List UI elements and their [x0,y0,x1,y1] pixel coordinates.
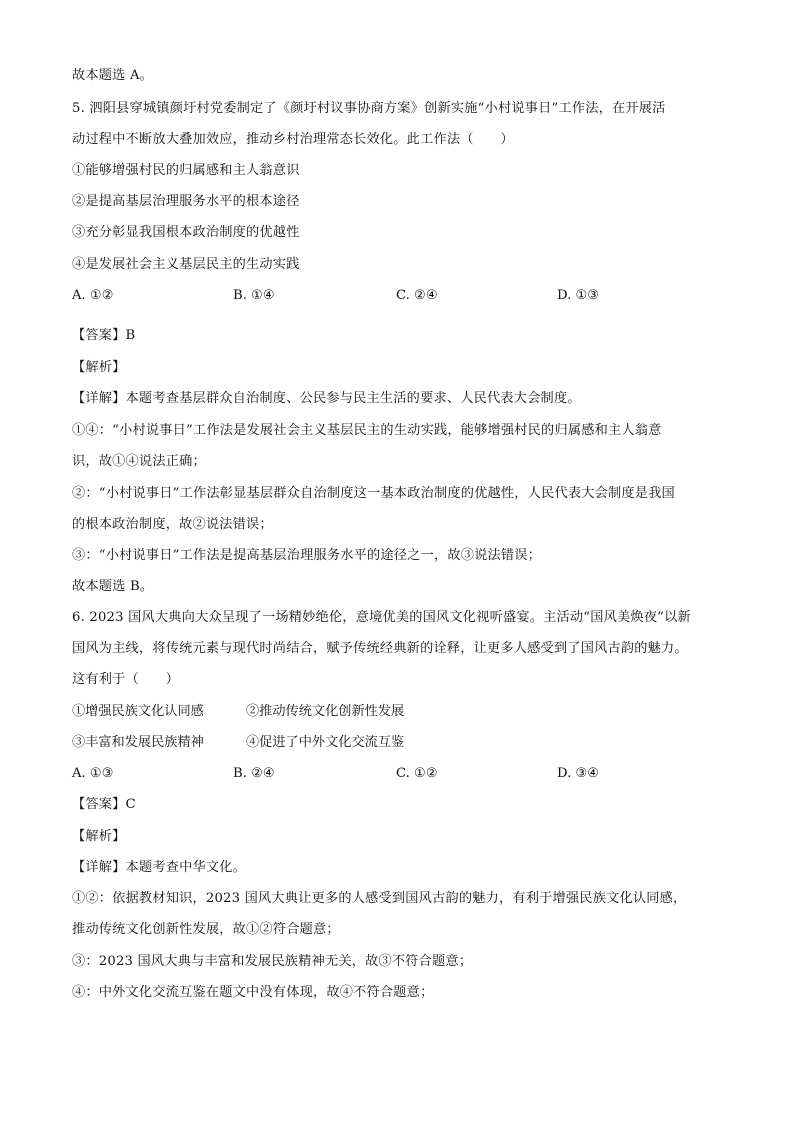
q5-explanation-2b: 的根本政治制度，故②说法错误； [72,517,273,532]
q5-statement-4: ④是发展社会主义基层民主的生动实践 [72,257,300,272]
q6-explanation-3: ④：中外文化交流互鉴在题文中没有体现，故④不符合题意； [72,985,434,1000]
q5-stem-line-1: 5. 泗阳县穿城镇颜圩村党委制定了《颜圩村议事协商方案》创新实施“小村说事日”工作法，在开展活 [72,101,666,116]
q5-option-a: A. ①② [72,288,114,303]
q5-option-d: D. ①③ [557,288,600,303]
q6-option-b: B. ②④ [233,766,275,781]
q5-explanation-1a: ①④：“小村说事日”工作法是发展社会主义基层民主的生动实践，能够增强村民的归属感和主人翁意 [72,423,662,438]
q6-statement-3: ③丰富和发展民族精神 [72,735,204,750]
q5-explanation-1b: 识，故①④说法正确； [72,454,206,469]
q6-stem-line-2: 国风为主线，将传统元素与现代时尚结合，赋予传统经典新的诠释，让更多人感受到了国风古韵的魅力。 [72,641,688,656]
q6-answer: 【答案】C [72,797,136,812]
q6-option-c: C. ①② [396,766,438,781]
q5-option-b: B. ①④ [233,288,275,303]
q6-statement-2: ②推动传统文化创新性发展 [246,704,405,719]
q6-explanation-2: ③：2023 国风大典与丰富和发展民族精神无关，故③不符合题意； [72,954,473,969]
q5-statement-2: ②是提高基层治理服务水平的根本途径 [72,194,300,209]
q6-statement-4: ④促进了中外文化交流互鉴 [246,735,405,750]
q5-statement-1: ①能够增强村民的归属感和主人翁意识 [72,163,300,178]
q5-analysis-heading: 【解析】 [72,360,126,375]
q5-option-c: C. ②④ [396,288,438,303]
q6-statement-1: ①增强民族文化认同感 [72,704,204,719]
q6-option-a: A. ①③ [72,766,114,781]
q6-stem-line-1: 6. 2023 国风大典向大众呈现了一场精妙绝伦，意境优美的国风文化视听盛宴。主活动“国风美焕夜”以新 [72,610,691,625]
q5-explanation-3: ③：“小村说事日”工作法是提高基层治理服务水平的途径之一，故③说法错误； [72,548,542,563]
q6-analysis-heading: 【解析】 [72,829,126,844]
q6-explanation-1b: 推动传统文化创新性发展，故①②符合题意； [72,922,340,937]
q5-explanation-2a: ②：“小村说事日”工作法彰显基层群众自治制度这一基本政治制度的优越性，人民代表大会制度是我国 [72,486,675,501]
q5-stem-line-2: 动过程中不断放大叠加效应，推动乡村治理常态长效化。此工作法（ ） [72,132,514,147]
q5-statement-3: ③充分彰显我国根本政治制度的优越性 [72,225,300,240]
q5-answer: 【答案】B [72,328,136,343]
prev-answer-conclusion: 故本题选 A。 [72,68,154,83]
q6-explanation-1a: ①②：依据教材知识，2023 国风大典让更多的人感受到国风古韵的魅力，有利于增强民族文化认同感， [72,891,687,906]
q6-detail: 【详解】本题考查中华文化。 [72,860,247,875]
q6-stem-line-3: 这有利于（ ） [72,672,180,687]
q5-conclusion: 故本题选 B。 [72,579,154,594]
q6-option-d: D. ③④ [557,766,600,781]
q5-detail: 【详解】本题考查基层群众自治制度、公民参与民主生活的要求、人民代表大会制度。 [72,391,581,406]
